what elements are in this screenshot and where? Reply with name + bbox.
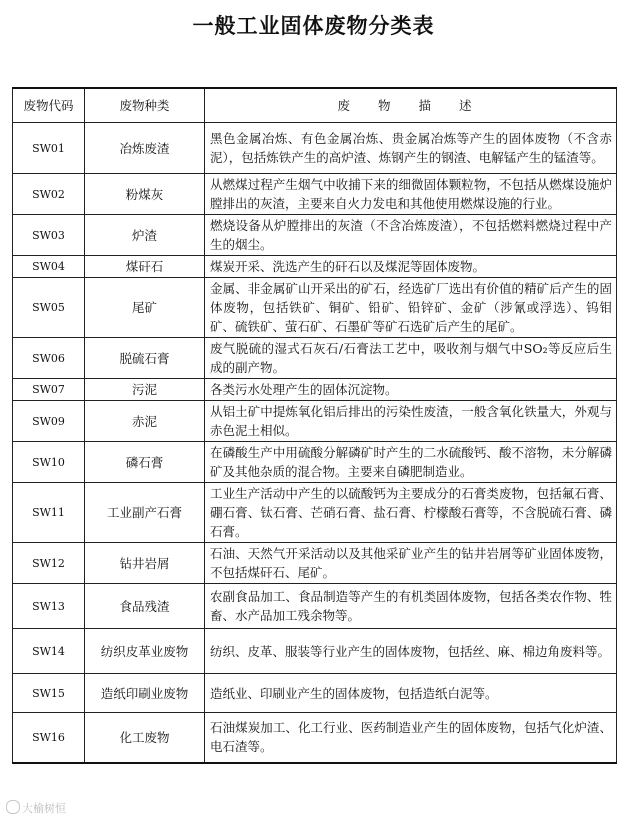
- waste-desc-cell: 在磷酸生产中用硫酸分解磷矿时产生的二水硫酸钙、酸不溶物，未分解磷矿及其他杂质的混合物。主要来自磷肥制造业。: [205, 442, 617, 483]
- waste-desc-cell: 石油煤炭加工、化工行业、医药制造业产生的固体废物，包括气化炉渣、电石渣等。: [205, 713, 617, 763]
- waste-desc-cell: 从铝土矿中提炼氧化铝后排出的污染性废渣，一般含氧化铁量大，外观与赤色泥土相似。: [205, 401, 617, 442]
- waste-type-cell: 脱硫石膏: [85, 338, 205, 379]
- table-row: [13, 629, 617, 674]
- watermark-logo-icon: [6, 800, 20, 814]
- table-header-row: [13, 88, 617, 123]
- waste-type-cell: 煤矸石: [85, 256, 205, 278]
- waste-desc-cell: 煤炭开采、洗选产生的矸石以及煤泥等固体废物。: [205, 256, 617, 278]
- waste-type-cell: 冶炼废渣: [85, 123, 205, 174]
- header-code: 废物代码: [13, 88, 85, 123]
- table-row: [13, 674, 617, 713]
- waste-type-cell: 造纸印刷业废物: [85, 674, 205, 713]
- table-row: [13, 401, 617, 442]
- table-row: [13, 442, 617, 483]
- waste-desc-cell: 燃烧设备从炉膛排出的灰渣（不含冶炼废渣），不包括燃料燃烧过程中产生的烟尘。: [205, 215, 617, 256]
- waste-code-cell: SW13: [13, 584, 85, 629]
- waste-desc-cell: 石油、天然气开采活动以及其他采矿业产生的钻井岩屑等矿业固体废物，不包括煤矸石、尾矿。: [205, 543, 617, 584]
- table-row: [13, 543, 617, 584]
- waste-desc-cell: 纺织、皮革、服装等行业产生的固体废物，包括丝、麻、棉边角废料等。: [205, 629, 617, 674]
- table-row: [13, 713, 617, 763]
- waste-type-cell: 纺织皮革业废物: [85, 629, 205, 674]
- waste-code-cell: SW16: [13, 713, 85, 763]
- table-row: [13, 174, 617, 215]
- page-title: 一般工业固体废物分类表: [192, 14, 435, 38]
- table-row: [13, 278, 617, 338]
- waste-desc-cell: 造纸业、印刷业产生的固体废物，包括造纸白泥等。: [205, 674, 617, 713]
- table-row: [13, 215, 617, 256]
- waste-code-cell: SW07: [13, 379, 85, 401]
- table-row: [13, 256, 617, 278]
- header-type: 废物种类: [85, 88, 205, 123]
- waste-code-cell: SW03: [13, 215, 85, 256]
- waste-code-cell: SW02: [13, 174, 85, 215]
- waste-code-cell: SW14: [13, 629, 85, 674]
- waste-code-cell: SW09: [13, 401, 85, 442]
- waste-desc-cell: 金属、非金属矿山开采出的矿石，经选矿厂选出有价值的精矿后产生的固体废物，包括铁矿、铜矿、铅矿、铅锌矿、金矿（涉氰或浮选）、钨钼矿、硫铁矿、萤石矿、石墨矿等矿石选矿后产生的尾矿。: [205, 278, 617, 338]
- waste-code-cell: SW05: [13, 278, 85, 338]
- waste-type-cell: 磷石膏: [85, 442, 205, 483]
- waste-desc-cell: 各类污水处理产生的固体沉淀物。: [205, 379, 617, 401]
- waste-desc-cell: 工业生产活动中产生的以硫酸钙为主要成分的石膏类废物，包括氟石膏、硼石膏、钛石膏、芒硝石膏、盐石膏、柠檬酸石膏等，不含脱硫石膏、磷石膏。: [205, 483, 617, 543]
- table-row: [13, 338, 617, 379]
- table-row: [13, 379, 617, 401]
- table-row: [13, 483, 617, 543]
- waste-type-cell: 赤泥: [85, 401, 205, 442]
- waste-classification-table: [12, 87, 617, 764]
- table-row: [13, 584, 617, 629]
- waste-type-cell: 钻井岩屑: [85, 543, 205, 584]
- waste-type-cell: 食品残渣: [85, 584, 205, 629]
- header-desc: 废 物 描 述: [205, 88, 617, 123]
- waste-type-cell: 尾矿: [85, 278, 205, 338]
- waste-code-cell: SW11: [13, 483, 85, 543]
- waste-code-cell: SW04: [13, 256, 85, 278]
- watermark-text: 大榆树恒: [22, 802, 66, 815]
- waste-desc-cell: 从燃煤过程产生烟气中收捕下来的细微固体颗粒物，不包括从燃煤设施炉膛排出的灰渣，主要来自火力发电和其他使用燃煤设施的行业。: [205, 174, 617, 215]
- waste-code-cell: SW01: [13, 123, 85, 174]
- waste-type-cell: 炉渣: [85, 215, 205, 256]
- waste-desc-cell: 农副食品加工、食品制造等产生的有机类固体废物，包括各类农作物、牲畜、水产品加工残余物等。: [205, 584, 617, 629]
- waste-code-cell: SW12: [13, 543, 85, 584]
- waste-code-cell: SW06: [13, 338, 85, 379]
- waste-desc-cell: 黑色金属冶炼、有色金属冶炼、贵金属冶炼等产生的固体废物（不含赤泥），包括炼铁产生的高炉渣、炼钢产生的钢渣、电解锰产生的锰渣等。: [205, 123, 617, 174]
- waste-type-cell: 化工废物: [85, 713, 205, 763]
- waste-type-cell: 粉煤灰: [85, 174, 205, 215]
- waste-type-cell: 污泥: [85, 379, 205, 401]
- waste-code-cell: SW15: [13, 674, 85, 713]
- table-row: [13, 123, 617, 174]
- waste-desc-cell: 废气脱硫的湿式石灰石/石膏法工艺中，吸收剂与烟气中SO₂等反应后生成的副产物。: [205, 338, 617, 379]
- waste-code-cell: SW10: [13, 442, 85, 483]
- waste-type-cell: 工业副产石膏: [85, 483, 205, 543]
- watermark: [6, 800, 66, 816]
